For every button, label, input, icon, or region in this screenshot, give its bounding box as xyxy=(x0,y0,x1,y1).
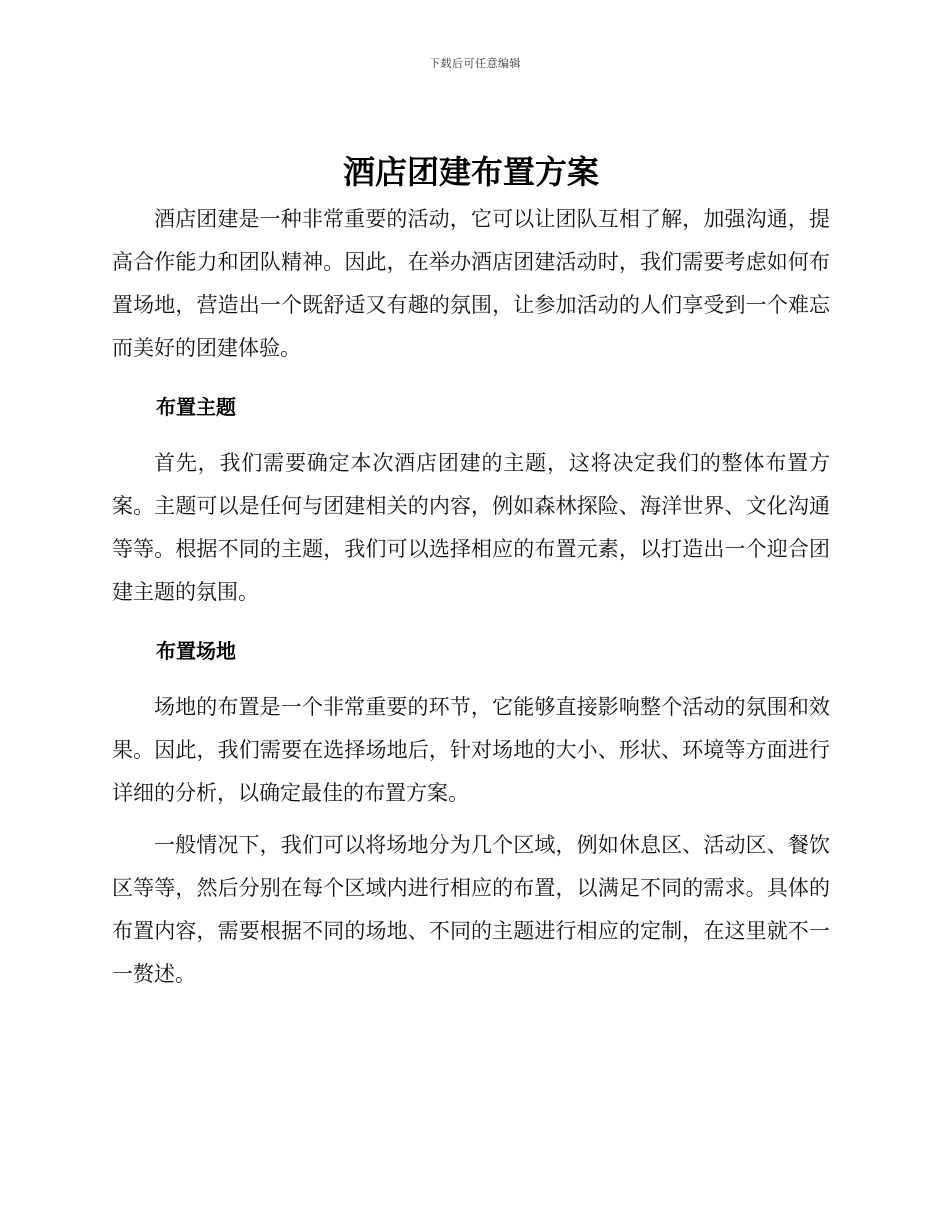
section-heading-venue: 布置场地 xyxy=(156,639,236,663)
header-note: 下载后可任意编辑 xyxy=(429,57,521,70)
section-heading-theme: 布置主题 xyxy=(156,395,236,419)
document-title: 酒店团建布置方案 xyxy=(342,153,599,191)
document-body xyxy=(112,148,830,996)
venue-paragraph-2: 一般情况下，我们可以将场地分为几个区域，例如休息区、活动区、餐饮区等等，然后分别在每个区域内进行相应的布置，以满足不同的需求。具体的布置内容，需要根据不同的场地、不同的主题进行相应的定制，在这里就不一一赘述。 xyxy=(112,833,830,986)
intro-paragraph: 酒店团建是一种非常重要的活动，它可以让团队互相了解，加强沟通，提高合作能力和团队精神。因此，在举办酒店团建活动时，我们需要考虑如何布置场地，营造出一个既舒适又有趣的氛围，让参加活动的人们享受到一个难忘而美好的团建体验。 xyxy=(112,207,830,360)
venue-paragraph-1: 场地的布置是一个非常重要的环节，它能够直接影响整个活动的氛围和效果。因此，我们需要在选择场地后，针对场地的大小、形状、环境等方面进行详细的分析，以确定最佳的布置方案。 xyxy=(112,695,830,805)
theme-paragraph: 首先，我们需要确定本次酒店团建的主题，这将决定我们的整体布置方案。主题可以是任何与团建相关的内容，例如森林探险、海洋世界、文化沟通等等。根据不同的主题，我们可以选择相应的布置元素，以打造出一个迎合团建主题的氛围。 xyxy=(112,451,830,604)
